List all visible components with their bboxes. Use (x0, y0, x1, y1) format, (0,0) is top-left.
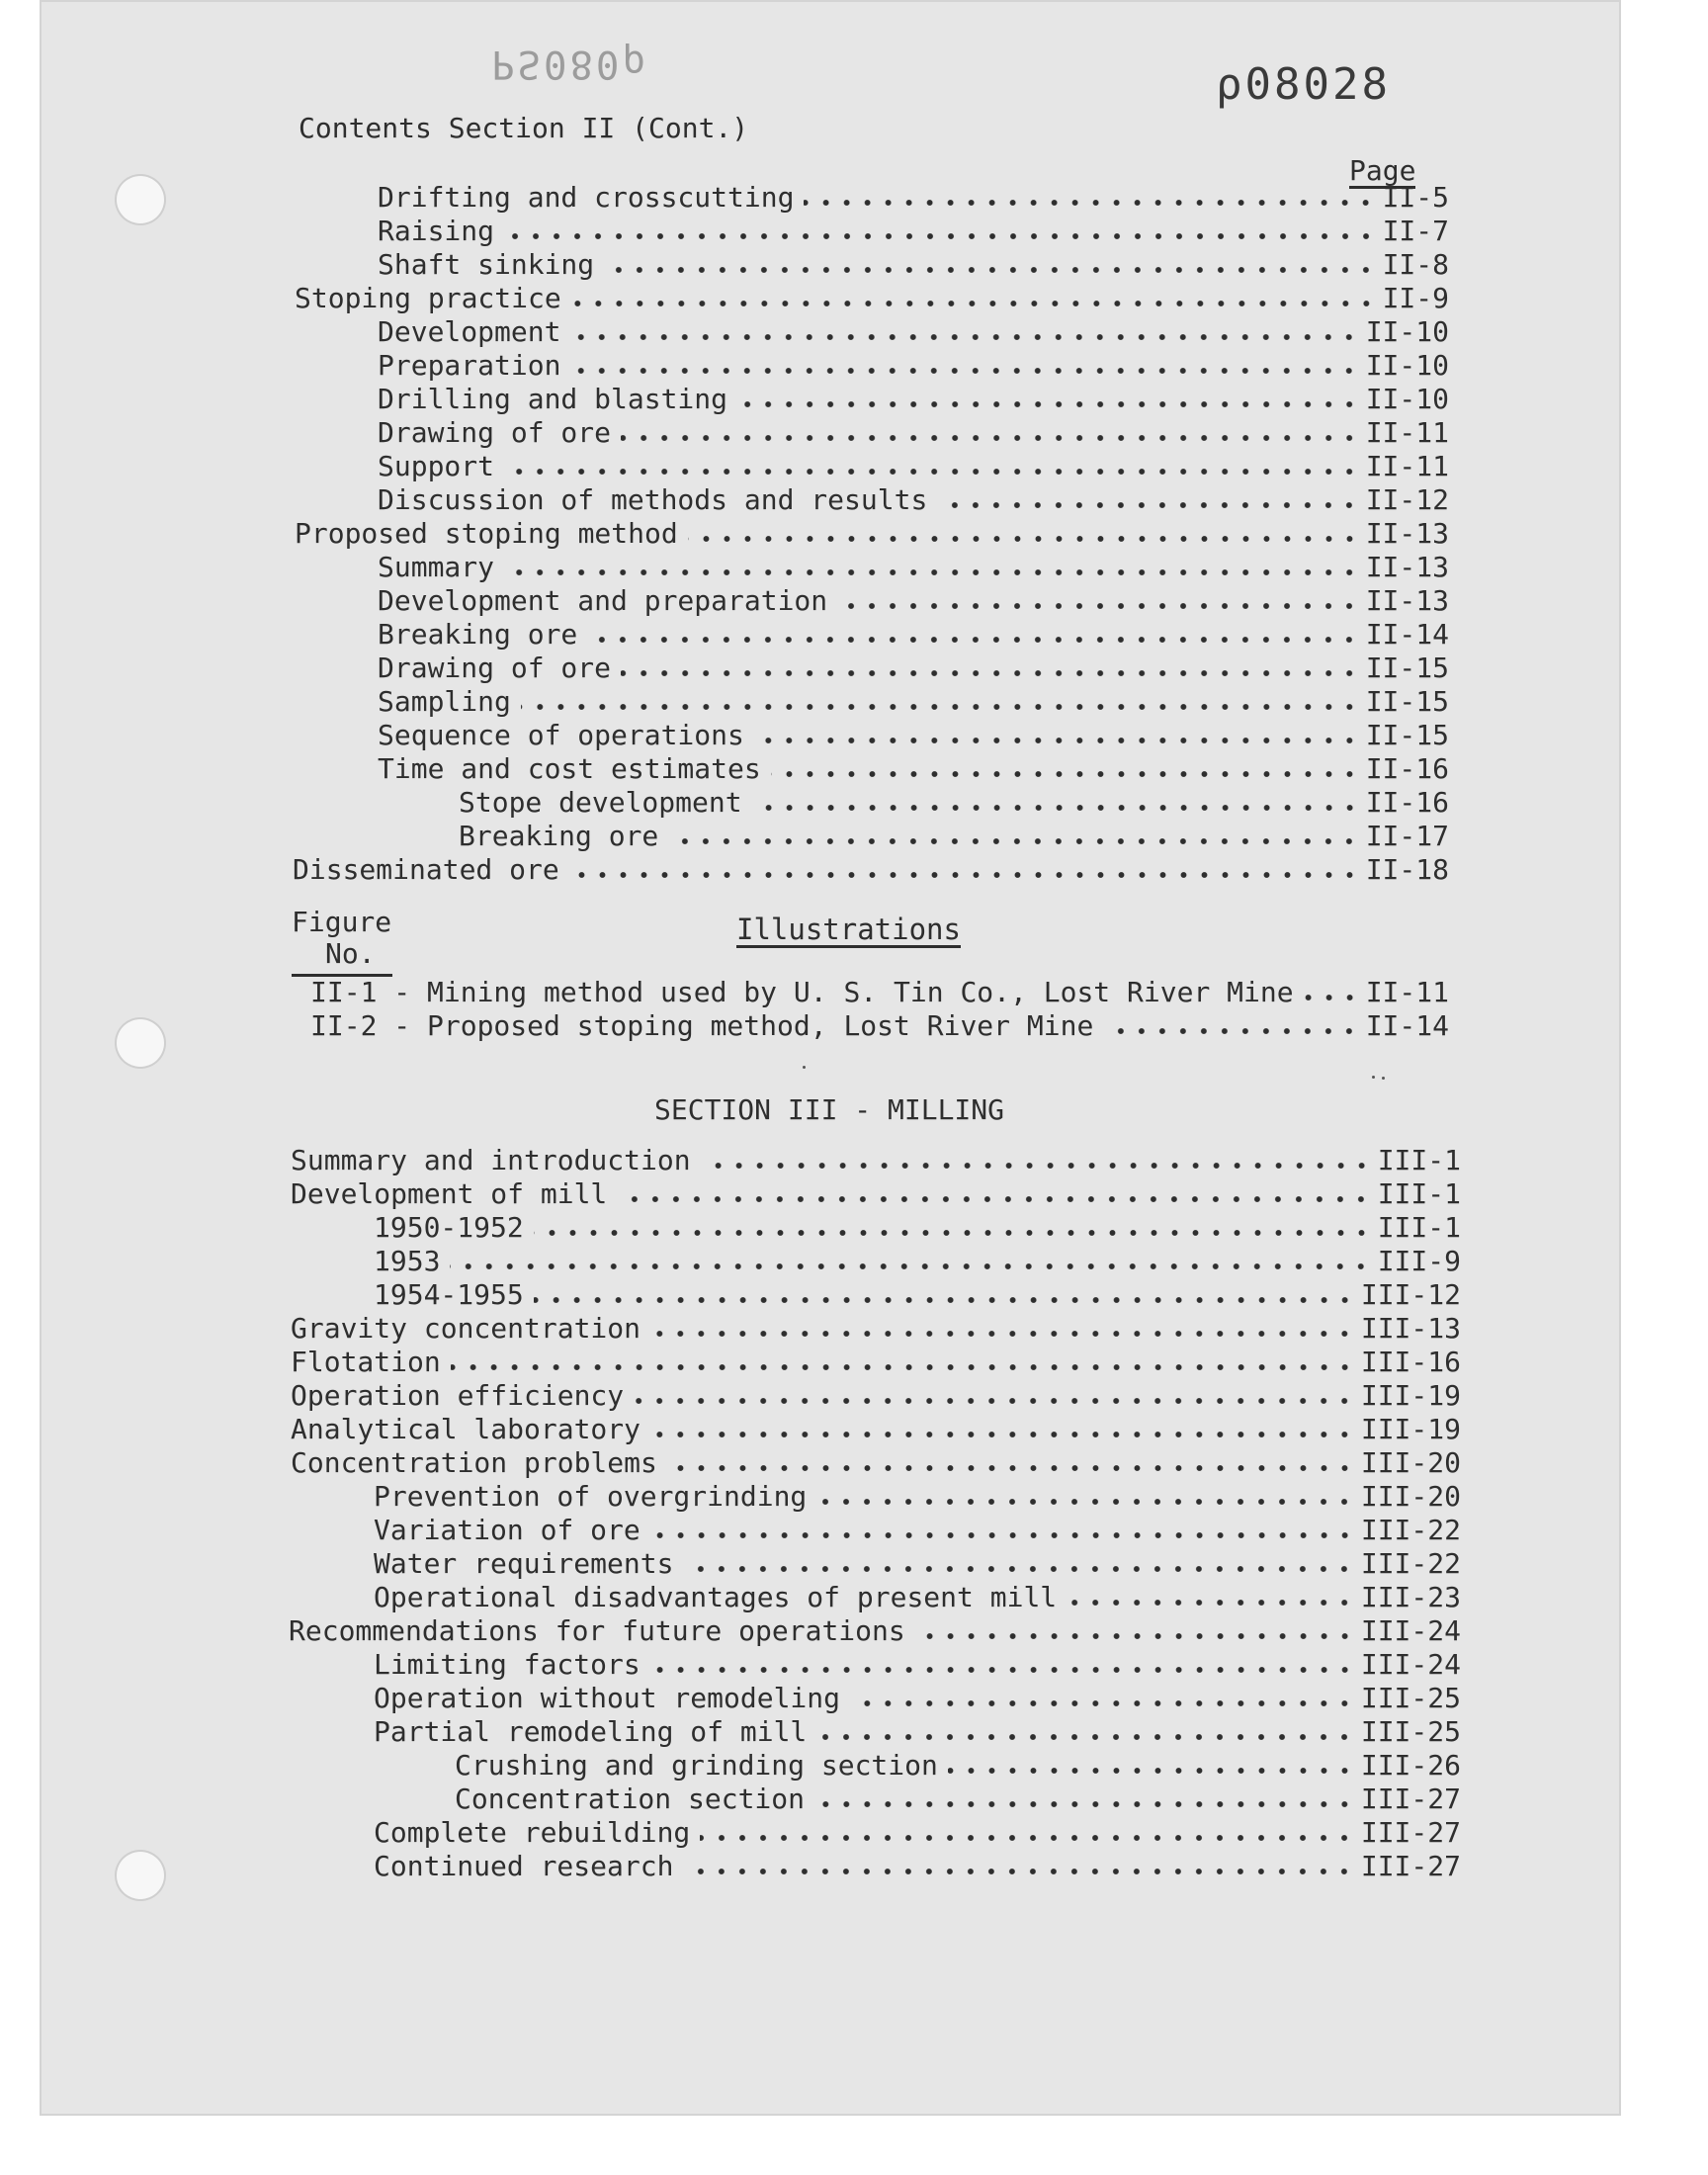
toc-entry (291, 1312, 1461, 1346)
scan-speck (803, 1066, 806, 1069)
toc-entry-label: Operational disadvantages of present mill (374, 1581, 1058, 1613)
toc-entry-page: II-15 (1365, 652, 1449, 684)
toc-entry-label: Disseminated ore (293, 853, 559, 886)
toc-entry-page: II-12 (1365, 483, 1449, 516)
dot-leader (534, 1297, 1355, 1303)
toc-entry-page: II-5 (1382, 181, 1449, 214)
dot-leader (1103, 1028, 1359, 1034)
toc-entry (374, 1211, 1461, 1245)
illustration-label: II-2 - Proposed stoping method, Lost River Mine (310, 1009, 1094, 1042)
toc-entry-page: III-19 (1360, 1413, 1461, 1445)
toc-entry (378, 483, 1449, 517)
dot-leader (850, 1700, 1355, 1706)
toc-entry-label: Development and preparation (378, 584, 828, 617)
punch-hole-top (117, 176, 164, 223)
toc-entry-label: 1950-1952 (374, 1211, 524, 1244)
dot-leader (569, 872, 1360, 878)
toc-entry-page: III-24 (1360, 1614, 1461, 1647)
toc-entry-page: II-15 (1365, 719, 1449, 751)
toc-entry-page: III-23 (1360, 1581, 1461, 1613)
toc-entry-label: Limiting factors (374, 1648, 640, 1681)
dot-leader (634, 1398, 1355, 1404)
toc-entry-label: Drawing of ore (378, 652, 612, 684)
section-iii-title: SECTION III - MILLING (654, 1093, 1005, 1126)
dot-leader (451, 1364, 1355, 1370)
toc-entry (374, 1278, 1461, 1312)
toc-entry-page: III-25 (1360, 1682, 1461, 1714)
dot-leader (816, 1499, 1355, 1505)
dot-leader (504, 233, 1377, 239)
toc-entry-label: Development (378, 315, 561, 348)
toc-entry-page: II-14 (1365, 618, 1449, 651)
toc-entry (291, 1446, 1461, 1480)
toc-entry-label: Summary (378, 551, 495, 583)
toc-entry (378, 584, 1449, 618)
toc-entry-label: Gravity concentration (291, 1312, 641, 1345)
toc-entry-label: Summary and introduction (291, 1144, 691, 1176)
toc-entry (374, 1816, 1461, 1850)
dot-leader (937, 502, 1359, 508)
toc-entry-page: III-1 (1377, 1177, 1461, 1210)
toc-entry-label: Variation of ore (374, 1514, 640, 1546)
dot-leader (650, 1532, 1355, 1538)
dot-leader (504, 569, 1360, 575)
toc-entry-label: Analytical laboratory (291, 1413, 641, 1445)
toc-entry-page: III-27 (1360, 1816, 1461, 1849)
toc-entry (378, 685, 1449, 719)
toc-entry-page: III-27 (1360, 1783, 1461, 1815)
punch-hole-bottom (117, 1852, 164, 1899)
toc-entry-page: II-10 (1365, 383, 1449, 415)
toc-entry-label: Breaking ore (459, 820, 659, 852)
toc-entry-label: Sequence of operations (378, 719, 744, 751)
toc-entry-page: II-15 (1365, 685, 1449, 718)
toc-entry-page: III-12 (1360, 1278, 1461, 1311)
toc-entry-page: III-13 (1360, 1312, 1461, 1345)
scan-speck (1382, 1077, 1385, 1080)
toc-entry-label: Time and cost estimates (378, 752, 761, 785)
dot-leader (650, 1432, 1355, 1437)
dot-leader (504, 469, 1360, 475)
toc-entry (459, 786, 1449, 820)
dot-leader (737, 401, 1360, 407)
toc-entry-page: II-9 (1382, 282, 1449, 314)
toc-entry (291, 1413, 1461, 1446)
toc-entry (291, 1346, 1461, 1379)
illustration-entry (310, 976, 1449, 1009)
dot-leader (683, 1566, 1354, 1572)
dot-leader (668, 838, 1359, 844)
toc-entry (295, 282, 1449, 315)
dot-leader (570, 334, 1359, 340)
toc-entry-page: III-1 (1377, 1144, 1461, 1176)
toc-entry (378, 551, 1449, 584)
toc-entry-label: Stope development (459, 786, 742, 819)
toc-entry (378, 416, 1449, 450)
toc-entry (378, 215, 1449, 248)
figure-header-line2: No. (325, 937, 376, 970)
toc-entry (455, 1783, 1461, 1816)
toc-entry-label: Proposed stoping method (295, 517, 678, 550)
page-column-header: Page (1349, 154, 1416, 187)
toc-entry (291, 1144, 1461, 1177)
toc-entry (378, 315, 1449, 349)
toc-entry (378, 618, 1449, 652)
toc-entry-page: II-10 (1365, 349, 1449, 382)
dot-leader (1304, 995, 1360, 1000)
dot-leader (570, 368, 1359, 374)
toc-entry-label: Concentration section (455, 1783, 806, 1815)
toc-entry (374, 1480, 1461, 1514)
toc-entry-label: Complete rebuilding (374, 1816, 691, 1849)
dot-leader (534, 1230, 1372, 1236)
toc-entry-page: II-16 (1365, 752, 1449, 785)
toc-entry-label: Stoping practice (295, 282, 561, 314)
dot-leader (804, 200, 1376, 206)
toc-entry-page: III-26 (1360, 1749, 1461, 1782)
toc-entry (291, 1177, 1461, 1211)
illustrations-title: Illustrations (736, 913, 961, 946)
toc-entry (374, 1648, 1461, 1682)
toc-entry (374, 1715, 1461, 1749)
dot-leader (814, 1801, 1355, 1807)
toc-entry (459, 820, 1449, 853)
toc-entry-label: Concentration problems (291, 1446, 657, 1479)
illustration-page: II-14 (1365, 1009, 1449, 1042)
toc-entry (374, 1581, 1461, 1614)
toc-entry-label: Continued research (374, 1850, 674, 1882)
toc-entry (378, 719, 1449, 752)
toc-entry-page: II-13 (1365, 584, 1449, 617)
toc-entry-label: Prevention of overgrinding (374, 1480, 808, 1513)
toc-entry-page: III-27 (1360, 1850, 1461, 1882)
toc-entry (378, 752, 1449, 786)
toc-entry-page: II-13 (1365, 517, 1449, 550)
dot-leader (621, 670, 1360, 676)
toc-entry (455, 1749, 1461, 1783)
toc-entry-page: III-9 (1377, 1245, 1461, 1277)
toc-entry (378, 349, 1449, 383)
dot-leader (450, 1263, 1371, 1269)
toc-entry-page: III-25 (1360, 1715, 1461, 1748)
toc-entry-label: Drawing of ore (378, 416, 612, 449)
toc-entry-page: II-17 (1365, 820, 1449, 852)
toc-entry (378, 181, 1449, 215)
toc-entry-page: II-16 (1365, 786, 1449, 819)
toc-entry-page: II-8 (1382, 248, 1449, 281)
dot-leader (700, 1835, 1355, 1841)
dot-leader (621, 435, 1360, 441)
toc-entry (378, 652, 1449, 685)
toc-entry-label: Sampling (378, 685, 511, 718)
illustration-entry (310, 1009, 1449, 1043)
toc-entry (374, 1682, 1461, 1715)
toc-entry (291, 1379, 1461, 1413)
toc-entry (289, 1614, 1461, 1648)
dot-leader (688, 536, 1360, 542)
dot-leader (650, 1667, 1355, 1673)
toc-entry-page: II-18 (1365, 853, 1449, 886)
toc-entry-page: III-20 (1360, 1480, 1461, 1513)
toc-entry (378, 248, 1449, 282)
toc-entry-label: Flotation (291, 1346, 441, 1378)
dot-leader (948, 1768, 1355, 1774)
toc-entry-label: Breaking ore (378, 618, 578, 651)
toc-entry-label: Water requirements (374, 1547, 674, 1580)
toc-entry-label: Discussion of methods and results (378, 483, 928, 516)
toc-entry-label: 1954-1955 (374, 1278, 524, 1311)
dot-leader (604, 267, 1376, 273)
toc-entry-page: III-20 (1360, 1446, 1461, 1479)
figure-number-header (292, 907, 391, 970)
dot-leader (915, 1633, 1355, 1639)
dot-leader (571, 301, 1377, 306)
dot-leader (837, 603, 1360, 609)
document-number-stamp: ρ08028 (1216, 59, 1391, 110)
toc-entry-label: Preparation (378, 349, 561, 382)
toc-entry-label: Shaft sinking (378, 248, 595, 281)
toc-entry-page: III-22 (1360, 1514, 1461, 1546)
figure-header-line1: Figure (292, 906, 392, 938)
toc-entry (293, 853, 1449, 887)
illustration-page: II-11 (1365, 976, 1449, 1008)
toc-entry (374, 1850, 1461, 1883)
faint-stamp-number: PS080ρ (491, 42, 648, 86)
dot-leader (1067, 1600, 1355, 1606)
toc-entry (374, 1245, 1461, 1278)
toc-entry-label: Development of mill (291, 1177, 608, 1210)
dot-leader (754, 738, 1360, 743)
toc-entry-label: Recommendations for future operations (289, 1614, 905, 1647)
toc-entry (378, 383, 1449, 416)
contents-heading: Contents Section II (Cont.) (299, 112, 749, 144)
toc-entry-label: Partial remodeling of mill (374, 1715, 808, 1748)
scan-speck (1372, 1076, 1375, 1079)
illustration-label: II-1 - Mining method used by U. S. Tin Co., Lost River Mine (310, 976, 1294, 1008)
dot-leader (701, 1163, 1372, 1169)
toc-entry-page: III-1 (1377, 1211, 1461, 1244)
dot-leader (816, 1734, 1355, 1740)
toc-entry-label: Operation efficiency (291, 1379, 625, 1412)
toc-entry (378, 450, 1449, 483)
dot-leader (752, 805, 1360, 811)
toc-entry-page: III-24 (1360, 1648, 1461, 1681)
toc-entry-label: 1953 (374, 1245, 441, 1277)
punch-hole-middle (117, 1019, 164, 1067)
toc-entry-page: II-13 (1365, 551, 1449, 583)
dot-leader (650, 1331, 1355, 1337)
dot-leader (587, 637, 1359, 643)
toc-entry-page: II-11 (1365, 450, 1449, 482)
dot-leader (617, 1196, 1371, 1202)
toc-entry-page: III-19 (1360, 1379, 1461, 1412)
toc-entry-page: II-7 (1382, 215, 1449, 247)
toc-entry-label: Drifting and crosscutting (378, 181, 795, 214)
toc-entry-label: Drilling and blasting (378, 383, 728, 415)
toc-entry-page: II-11 (1365, 416, 1449, 449)
dot-leader (667, 1465, 1355, 1471)
toc-entry-page: III-22 (1360, 1547, 1461, 1580)
dot-leader (521, 704, 1360, 710)
dot-leader (683, 1869, 1354, 1874)
toc-entry-label: Raising (378, 215, 495, 247)
toc-entry (295, 517, 1449, 551)
toc-entry-page: II-10 (1365, 315, 1449, 348)
toc-entry-label: Support (378, 450, 495, 482)
toc-entry-page: III-16 (1360, 1346, 1461, 1378)
toc-entry (374, 1514, 1461, 1547)
toc-entry (374, 1547, 1461, 1581)
dot-leader (771, 771, 1360, 777)
toc-entry-label: Crushing and grinding section (455, 1749, 938, 1782)
toc-entry-label: Operation without remodeling (374, 1682, 841, 1714)
